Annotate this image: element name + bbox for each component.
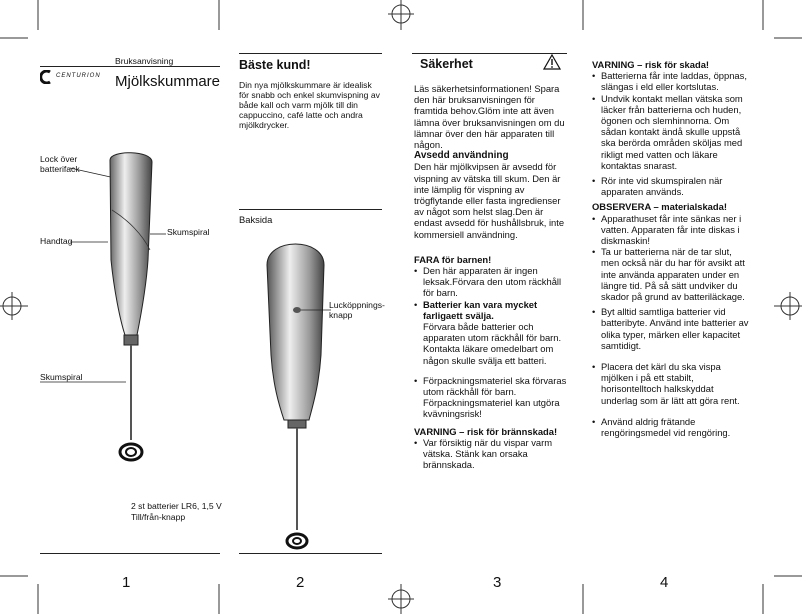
label-whisk-spiral-left: Skumspiral <box>40 372 83 382</box>
page3-heading: Säkerhet <box>420 57 473 71</box>
children-bullet-1: • Den här apparaten är ingen leksak.Förvara den utom räckhåll för barn. <box>414 265 568 299</box>
page1-top-rule <box>40 66 220 67</box>
centurion-logo: CENTURION <box>40 70 112 84</box>
page2-intro: Din nya mjölkskummare är idealisk för snabb och enkel skumvispning av både kall och varm mjölk till din cappuccino, café latte och andra mjölkdrycker. <box>239 80 380 130</box>
material-bullet-4: • Placera det kärl du ska vispa mjölken i på ett stabilt, horisontelltoch halkskyddat underlag som är lätt att göra rent. <box>592 361 749 406</box>
page-number-1: 1 <box>122 574 131 591</box>
batteries-info: 2 st batterier LR6, 1,5 V <box>131 501 222 511</box>
material-heading: OBSERVERA – materialskada! <box>592 201 727 213</box>
manual-label: Bruksanvisning <box>115 56 174 66</box>
injury-bullet-2: • Undvik kontakt mellan vätska som läcker från batterierna och huden, ögonen och slemhinnorna. Om sådan kontakt ändå skulle uppstå ska berörda områden sköljas med rikligt med vatten och läkare kontaktas snarast. <box>592 93 749 171</box>
intended-use-text: Den här mjölkvipsen är avsedd för vispning av vätska till skum. Den är inte lämplig för vispning av trögflytande eller fasta ingredienser av något som helst slag.Den är endast avsedd för hushållsbruk, inte kommersiell användning. <box>414 161 565 240</box>
packaging-bullet: • Förpackningsmateriel ska förvaras utom räckhåll för barn. Förpackningsmateriel kan utgöra kvävningsrisk! <box>414 375 568 420</box>
burn-bullet: • Var försiktig när du vispar varm vätska. Stänk kan orsaka brännskada. <box>414 437 568 471</box>
page-number-4: 4 <box>660 574 669 591</box>
page2-mid-rule <box>239 209 382 210</box>
button-label: Lucköppnings-knapp <box>329 300 385 320</box>
safety-intro: Läs säkerhetsinformationen! Spara den här bruksanvisningen för framtida behov.Glöm inte att även lämna över bruksanvisningen om du lämnar över den här apparaten till någon. <box>414 83 565 151</box>
injury-warning-heading: VARNING – risk för skada! <box>592 59 710 70</box>
label-handle: Handtag <box>40 236 73 246</box>
page2-heading: Bäste kund! <box>239 58 311 72</box>
back-label: Baksida <box>239 214 273 225</box>
children-heading: FARA för barnen! <box>414 253 492 265</box>
logo-icon <box>40 70 54 84</box>
page4-column <box>592 59 749 438</box>
material-bullet-5: • Använd aldrig frätande rengöringsmedel vid rengöring. <box>592 416 749 438</box>
page-number-3: 3 <box>493 574 502 591</box>
page-number-2: 2 <box>296 574 305 591</box>
page2-top-rule <box>239 53 382 54</box>
material-bullet-2: • Ta ur batterierna när de tar slut, men också när du har för avsikt att inte använda apparaten under en längre tid. På så sätt undviker du skador på grund av batteriläckage. <box>592 246 749 302</box>
switch-info: Till/från-knapp <box>131 512 186 522</box>
intended-use-heading: Avsedd användning <box>414 150 509 162</box>
injury-bullet-1: • Batterierna får inte laddas, öppnas, slängas i eld eller kortslutas. <box>592 70 749 92</box>
label-whisk-spiral-right: Skumspiral <box>167 227 210 237</box>
page3-column <box>414 83 568 471</box>
material-bullet-3: • Byt alltid samtliga batterier vid batteribyte. Använd inte batterier av olika typer, märken eller kapacitet samtidigt. <box>592 306 749 351</box>
burn-heading: VARNING – risk för brännskada! <box>414 425 558 437</box>
children-bullet-2: • Batterier kan vara mycket farligaett svälja. Förvara både batterier och apparaten utom räckhåll för barn. Kontakta läkare omedelbart om någon skulle svälja ett batteri. <box>414 299 568 366</box>
page1-bottom-rule <box>40 553 220 554</box>
frother-illustration-front <box>40 150 220 470</box>
injury-bullet-3: • Rör inte vid skumspiralen när apparaten används. <box>592 175 749 197</box>
material-bullet-1: • Apparathuset får inte sänkas ner i vatten. Apparaten får inte diskas i diskmaskin! <box>592 213 749 247</box>
label-lid: Lock över batterifack <box>40 154 80 174</box>
product-title: Mjölkskummare <box>115 73 221 90</box>
warning-triangle-icon <box>543 54 561 70</box>
frother-illustration-back <box>239 225 389 555</box>
